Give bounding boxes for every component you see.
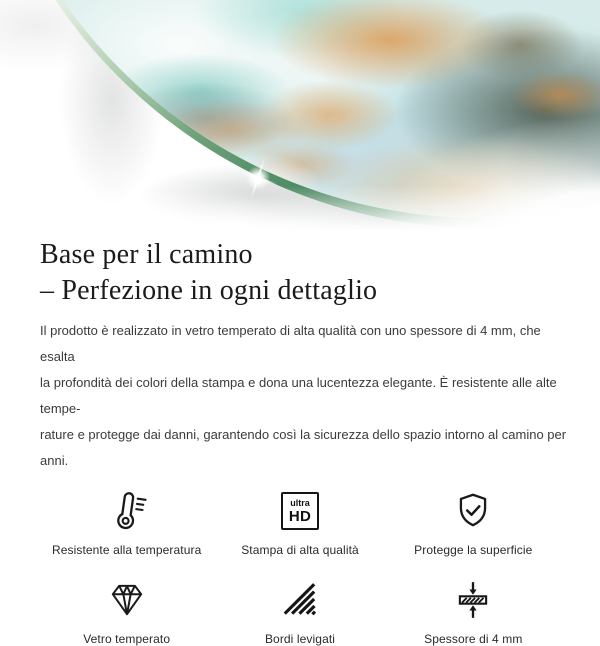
- description-line: Il prodotto è realizzato in vetro temperato di alta qualità con uno spessore di 4 mm, che esalta: [40, 323, 541, 364]
- feature-label: Spessore di 4 mm: [424, 632, 523, 646]
- feature-item-polished-edges: [213, 577, 386, 646]
- diamond-icon: [40, 577, 213, 623]
- feature-label: Protegge la superficie: [414, 543, 533, 557]
- feature-label: Stampa di alta qualità: [241, 543, 359, 557]
- feature-item-temperature: [40, 488, 213, 557]
- description-line: rature e protegge dai danni, garantendo così la sicurezza dello spazio intorno al camino per anni.: [40, 427, 567, 468]
- product-image: [0, 0, 600, 232]
- feature-grid: [40, 488, 560, 646]
- feature-label: Resistente alla temperatura: [51, 543, 202, 557]
- polished-edges-icon: [213, 577, 386, 623]
- feature-item-surface-protection: [387, 488, 560, 557]
- feature-item-thickness: [387, 577, 560, 646]
- image-white-fade: [0, 0, 600, 232]
- page-title: [40, 237, 560, 309]
- page-title-line-1: Base per il camino: [40, 239, 253, 270]
- thermometer-icon: [40, 488, 213, 534]
- feature-label: Bordi levigati: [264, 632, 336, 646]
- feature-item-print-quality: [213, 488, 386, 557]
- ultra-hd-icon: [213, 488, 386, 534]
- ultra-hd-icon-text-bottom: HD: [288, 507, 312, 525]
- thickness-compress-icon: [387, 577, 560, 623]
- ultra-hd-icon-text-top: ultra: [290, 497, 310, 508]
- page-title-line-2: – Perfezione in ogni dettaglio: [40, 275, 378, 306]
- feature-item-tempered-glass: [40, 577, 213, 646]
- feature-label: Vetro temperato: [83, 632, 171, 646]
- description-line: la profondità dei colori della stampa e dona una lucentezza elegante. È resistente alle alte tempe-: [40, 375, 557, 416]
- product-description-text: [40, 318, 568, 474]
- shield-check-icon: [387, 488, 560, 534]
